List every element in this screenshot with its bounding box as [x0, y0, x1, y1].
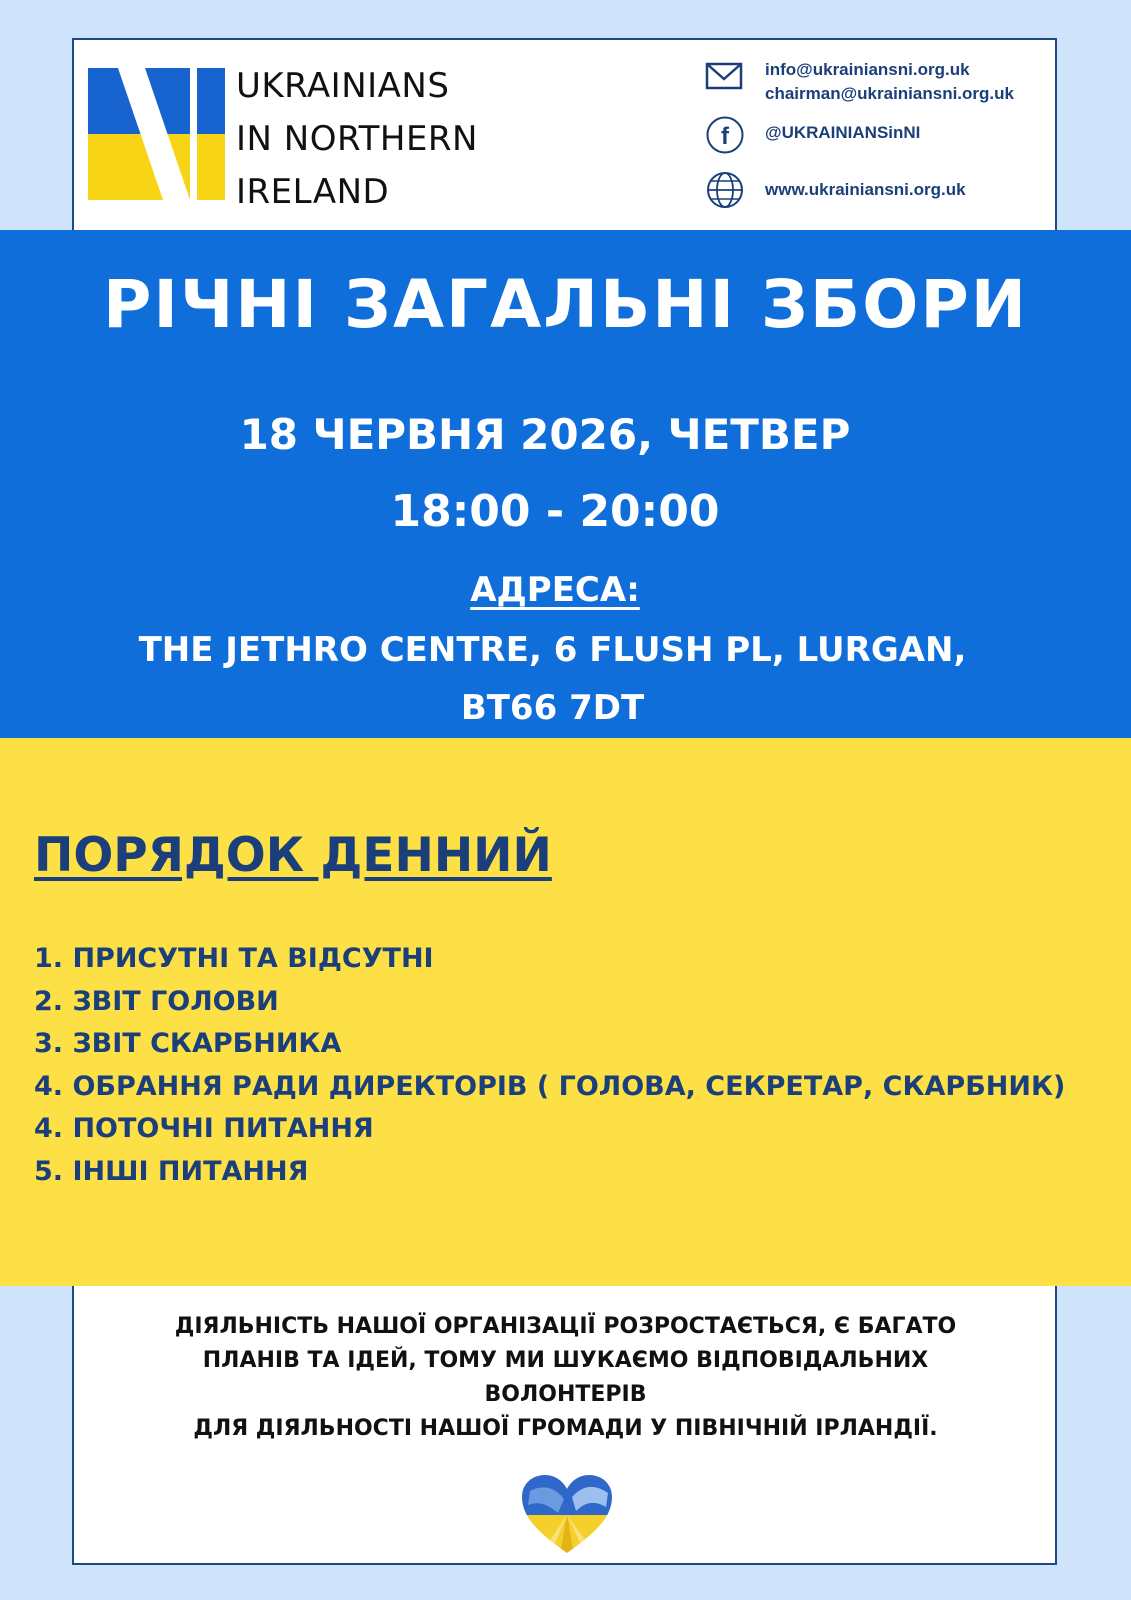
agenda-item: 2. ЗВІТ ГОЛОВИ	[34, 985, 279, 1017]
event-title: РІЧНІ ЗАГАЛЬНІ ЗБОРИ	[103, 266, 1028, 343]
address-postcode: BT66 7DT	[460, 688, 645, 728]
agenda-item: 5. ІНШІ ПИТАННЯ	[34, 1155, 309, 1187]
facebook-contact	[705, 115, 921, 155]
ni-logo	[85, 68, 225, 200]
org-name-line: IN NORTHERN	[236, 119, 478, 159]
agenda-item: 4. ПОТОЧНІ ПИТАННЯ	[34, 1113, 374, 1144]
agenda-title: ПОРЯДОК ДЕННИЙ	[34, 828, 552, 883]
agenda-item: 4. ОБРАННЯ РАДИ ДИРЕКТОРІВ ( ГОЛОВА, СЕКРЕТАР, СКАРБНИК)	[34, 1070, 1066, 1102]
organization-name	[236, 60, 478, 219]
agenda-section	[0, 738, 1131, 1286]
email-chairman-link[interactable]: chairman@ukrainiansni.org.uk	[765, 84, 1014, 103]
agenda-list	[34, 938, 1065, 1193]
appeal-line: ДЛЯ ДІЯЛЬНОСТІ НАШОЇ ГРОМАДИ У ПІВНІЧНІЙ ІРЛАНДІЇ.	[193, 1416, 938, 1441]
facebook-handle-link[interactable]: @UKRAINIANSinNI	[765, 123, 921, 142]
appeal-line: ПЛАНІВ ТА ІДЕЙ, ТОМУ МИ ШУКАЄМО ВІДПОВІДАЛЬНИХ	[202, 1348, 929, 1373]
facebook-icon	[705, 115, 745, 155]
volunteer-appeal	[0, 1310, 1131, 1446]
org-name-line: UKRAINIANS	[236, 66, 450, 106]
event-time: 18:00 - 20:00	[390, 486, 720, 537]
appeal-line: ВОЛОНТЕРІВ	[484, 1382, 647, 1407]
website-contact	[705, 170, 966, 210]
event-date: 18 ЧЕРВНЯ 2026, ЧЕТВЕР	[239, 410, 851, 459]
appeal-line: ДІЯЛЬНІСТЬ НАШОЇ ОРГАНІЗАЦІЇ РОЗРОСТАЄТЬСЯ, Є БАГАТО	[174, 1314, 957, 1339]
address-label: АДРЕСА:	[470, 570, 640, 610]
svg-text:f: f	[721, 123, 729, 150]
address-line: THE JETHRO CENTRE, 6 FLUSH PL, LURGAN,	[138, 630, 967, 670]
heart-icon	[520, 1473, 614, 1555]
event-banner	[0, 230, 1131, 738]
mail-icon	[705, 58, 745, 98]
globe-icon	[705, 170, 745, 210]
email-contact	[705, 58, 1014, 103]
org-name-line: IRELAND	[236, 172, 390, 212]
agenda-item: 1. ПРИСУТНІ ТА ВІДСУТНІ	[34, 943, 434, 974]
agenda-item: 3. ЗВІТ СКАРБНИКА	[34, 1028, 342, 1059]
website-link[interactable]: www.ukrainiansni.org.uk	[765, 180, 966, 199]
email-info-link[interactable]: info@ukrainiansni.org.uk	[765, 60, 970, 79]
